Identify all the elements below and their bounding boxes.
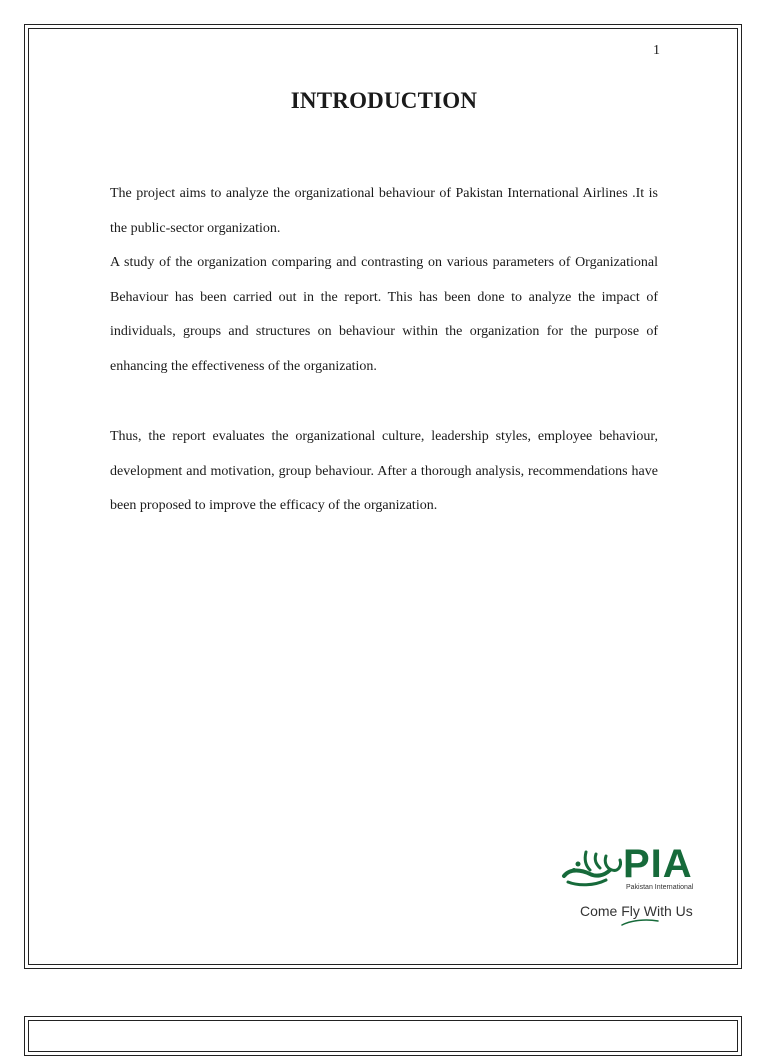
paragraph-1 (110, 177, 658, 246)
next-page-frame (24, 1016, 742, 1056)
page-title: INTRODUCTION (290, 88, 478, 113)
pia-logo (560, 840, 710, 930)
page-number: 1 (653, 43, 660, 58)
next-page-frame-inner-border (28, 1020, 738, 1052)
logo-tagline: Come Fly With Us (580, 903, 693, 919)
logo-wordmark: PIA (623, 842, 693, 886)
swoosh-icon (620, 918, 660, 926)
paragraph-text: Thus, the report evaluates the organizational culture, leadership styles, employee behaviour, development and motivation, group behaviour. After a thorough analysis, recommendations have been proposed to improve the efficacy of the organization. (110, 429, 658, 514)
page-edge-gap (742, 670, 745, 818)
paragraph-3 (110, 420, 658, 524)
pia-calligraphy-icon (560, 846, 626, 890)
paragraph-text: A study of the organization comparing and contrasting on various parameters of Organizational Behaviour has been carried out in the report. This has been done to analyze the impact of individuals, groups and structures on behaviour within the organization for the purpose of enhancing the effectiveness of the organization. (110, 255, 658, 374)
paragraph-text: The project aims to analyze the organizational behaviour of Pakistan International Airlines .It is the public-sector organization. (110, 186, 658, 236)
logo-subtitle: Pakistan International (626, 884, 694, 891)
paragraph-2 (110, 246, 658, 384)
